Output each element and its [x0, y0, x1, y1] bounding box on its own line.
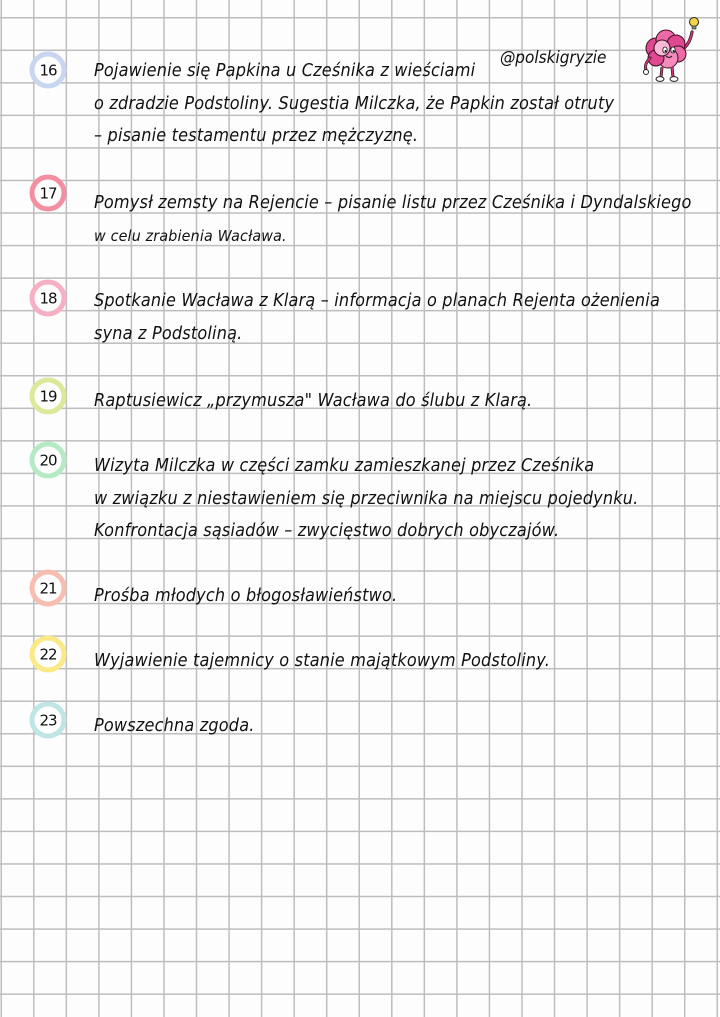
list-item: [94, 645, 550, 678]
item-number-badge: [30, 702, 67, 739]
item-number-badge: [30, 378, 67, 415]
item-line: Spotkanie Wacława z Klarą – informacja o planach Rejenta ożenienia: [94, 291, 661, 311]
brain-mascot-icon: [634, 14, 706, 84]
list-item: [94, 385, 532, 418]
item-line: Wyjawienie tajemnicy o stanie majątkowym Podstoliny.: [94, 651, 551, 671]
item-number: 17: [39, 184, 57, 202]
item-number-badge: [30, 175, 67, 212]
item-number: 18: [39, 289, 57, 307]
item-number: 23: [39, 711, 57, 729]
item-number: 19: [39, 387, 57, 405]
item-number: 21: [39, 579, 57, 597]
author-handle: @polskigryzie: [500, 48, 607, 68]
item-line: o zdradzie Podstoliny. Sugestia Milczka, że Papkin został otruty: [94, 93, 615, 114]
item-line: – pisanie testamentu przez mężczyznę.: [94, 126, 419, 146]
list-item: [94, 710, 255, 743]
list-item: [94, 285, 660, 350]
item-line: Pomysł zemsty na Rejencie – pisanie listu przez Cześnika i Dyndalskiego: [94, 193, 692, 213]
item-line: Prośba młodych o błogosławieństwo.: [94, 586, 398, 606]
item-line: Pojawienie się Papkina u Cześnika z wieściami: [94, 61, 476, 81]
item-line: syna z Podstoliną.: [94, 323, 243, 344]
item-number: 22: [39, 645, 57, 663]
list-item: [94, 55, 614, 153]
item-line: Konfrontacja sąsiadów – zwycięstwo dobrych obyczajów.: [94, 521, 560, 541]
item-number-badge: [30, 636, 67, 673]
list-item: [94, 187, 692, 252]
item-number: 16: [39, 61, 57, 79]
item-line: Raptusiewicz „przymusza" Wacława do ślubu z Klarą.: [94, 391, 533, 411]
item-number-badge: [30, 570, 67, 607]
item-number-badge: [30, 442, 67, 479]
list-item: [94, 450, 638, 548]
item-number-badge: [30, 52, 67, 89]
list-item: [94, 580, 397, 613]
item-line: w związku z niestawieniem się przeciwnika na miejscu pojedynku.: [94, 488, 639, 509]
item-line: Powszechna zgoda.: [94, 716, 255, 736]
item-number-badge: [30, 280, 67, 317]
item-number: 20: [39, 451, 57, 469]
item-line: Wizyta Milczka w części zamku zamieszkanej przez Cześnika: [94, 456, 595, 476]
item-line: w celu zrabienia Wacława.: [94, 226, 287, 245]
